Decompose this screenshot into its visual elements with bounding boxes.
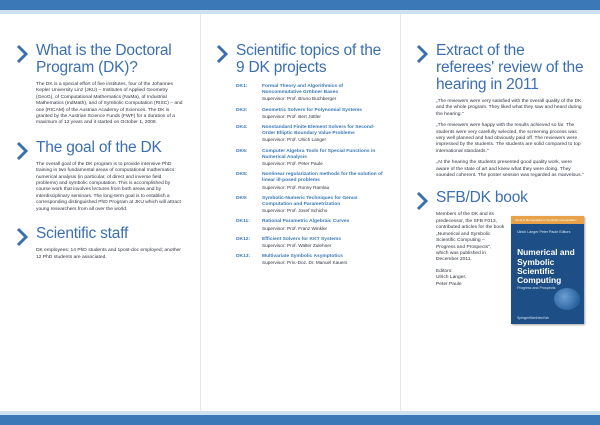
topic-title: Nonlinear regularization methods for the solution of linear ill-posed problems <box>262 172 383 184</box>
topic-code: DK9: <box>236 195 248 201</box>
topic-supervisor: Supervisor: Prof. Franz Winkler <box>262 225 328 231</box>
text-doctoral-program: The DK is a special effort of five institutes, four of the Johannes Kepler University Linz (JKU) – Institutes of Applied Geometry (GeoG), of Computational Mathematics (NuMa), of Industrial Mathematics (IndMath), and of Symbolic Computation (RISC) – and one (RICAM) of the Austrian Academy of Sciences. The DK is granted by the Austrian Science Funds (FWF) for a duration of a maximum of 12 years and it started on October 1, 2008. <box>36 82 183 126</box>
list-item <box>236 125 384 144</box>
fold-line <box>400 14 401 411</box>
cover-subtitle: Progress and Prospects <box>517 286 556 291</box>
bottom-color-band <box>0 415 600 425</box>
chevron-right-icon <box>416 191 428 211</box>
topic-code: DK1: <box>236 84 248 89</box>
heading-goal: The goal of the DK <box>36 138 162 156</box>
cover-artwork <box>554 288 580 310</box>
column-left <box>16 42 184 266</box>
chevron-right-icon <box>16 141 28 161</box>
topic-supervisor: Supervisor: Prof. Josef Schicho <box>262 208 328 214</box>
heading-book: SFB/DK book <box>436 189 528 207</box>
review-quote: „The reviewers were happy with the results achieved so far. The students were very carefully selected, the screening process was very well planned and had obviously paid off. The reviewers were impressed by the students. The students are solid compared to top international standards." <box>436 123 581 154</box>
text-goal: The overall goal of the DK program is to provide intensive PhD training in two fundamental areas of computational mathematics: numerical analysis (in particular, of direct and inverse field problems) and symbolic computation. This is accomplished by course work that involves lectures from both areas and by interdisciplinary seminars. The long-term goal is to establish a corresponding distinguished PhD Program at JKU which will attract young researchers from all over the world. <box>36 161 181 212</box>
topic-title: Rational Parametric Algebraic Curves <box>262 219 350 225</box>
topic-title: Nonstandard Finite Element Solvers for Second-Order Elliptic Boundary Value Problems <box>262 125 375 137</box>
book-row <box>436 212 584 324</box>
topic-code: DK6: <box>236 148 248 154</box>
cover-publisher: SpringerWienNewYork <box>517 316 550 321</box>
review-quote: „The reviewers were very satisfied with the overall quality of the DK and the whole program. They liked what they saw and heard during the hearing." <box>436 99 582 117</box>
topic-code: DK8: <box>236 172 248 178</box>
topic-supervisor: Supervisor: Prof. Ronny Ramlau <box>262 184 330 190</box>
topic-code: DK11: <box>236 219 250 225</box>
fold-line <box>200 14 201 411</box>
topic-supervisor: Supervisor: Prof. Ulrich Langer <box>262 137 327 143</box>
heading-topics: Scientific topics of the 9 DK projects <box>236 42 382 76</box>
book-editors-label: Editors: <box>436 268 453 274</box>
column-right <box>416 42 584 324</box>
topic-code: DK2: <box>236 107 248 113</box>
book-description: Members of the DK and its predecessor, the SFB F013, contributed articles for the book „Numerical and Symbolic Scientific Computing – Progress and Prospects", which was published in December 2011. <box>436 212 505 263</box>
topic-supervisor: Supervisor: Prof. Walter Zulehner <box>262 243 332 249</box>
topic-supervisor: Supervisor: Priv.-Doz. Dr. Manuel Kauers <box>262 260 348 266</box>
chevron-right-icon <box>216 44 228 64</box>
topic-supervisor: Supervisor: Prof. Peter Paule <box>262 161 323 167</box>
review-quote: „At the hearing the students presented good quality work, were aware of the state of art and knew what they were doing. They sounded coherent. The poster session was regarded as marvelous." <box>436 160 584 179</box>
heading-staff: Scientific staff <box>36 225 129 243</box>
cover-title: Numerical and Symbolic Scientific Computing <box>517 247 575 286</box>
book-text <box>436 212 505 324</box>
list-item <box>236 149 384 168</box>
section-goal <box>16 139 184 213</box>
topic-title: Efficient Solvers for KKT Systems <box>262 236 342 242</box>
topic-title: Geometric Solvers for Polynomial Systems <box>262 107 363 113</box>
chevron-right-icon <box>416 44 428 64</box>
list-item <box>236 172 384 191</box>
list-item <box>236 254 384 266</box>
heading-doctoral-program: What is the Doctoral Program (DK)? <box>36 42 172 76</box>
list-item <box>236 108 384 120</box>
heading-review: Extract of the referees' review of the hearing in 2011 <box>436 42 584 93</box>
topic-code: DK4: <box>236 125 248 131</box>
section-staff <box>16 225 184 261</box>
text-staff: DK employees: 14 PhD students and 1post-doc employed; another 12 PhD students are associated. <box>36 248 181 260</box>
book-editor: Peter Paule <box>436 281 462 287</box>
topic-supervisor: Supervisor: Prof. Bert Jüttler <box>262 113 321 119</box>
top-light-band <box>0 10 600 14</box>
list-item <box>236 196 384 215</box>
topic-title: Computer Algebra Tools for Special Functions in Numerical Analysis <box>262 148 376 160</box>
list-item <box>236 219 384 231</box>
list-item <box>236 237 384 249</box>
section-doctoral-program <box>16 42 184 127</box>
topic-title: Multivariate Symbolic Asymptotics <box>262 254 343 260</box>
topic-title: Symbolic-Numeric Techniques for Genus Computation and Parametrization <box>262 195 358 208</box>
topic-supervisor: Supervisor: Prof. Bruno Buchberger <box>262 96 337 102</box>
topic-code: DK13: <box>236 254 251 260</box>
section-book <box>416 189 584 324</box>
cover-editors: Ulrich Langer Peter Paule Editors <box>517 230 571 235</box>
chevron-right-icon <box>16 227 28 247</box>
section-topics <box>216 42 384 267</box>
section-review <box>416 42 584 179</box>
book-editor: Ulrich Langer, <box>436 275 467 281</box>
topics-list <box>236 84 384 267</box>
top-color-band <box>0 0 600 10</box>
book-cover-image <box>511 216 584 324</box>
cover-series: Texts & Monographs in Symbolic Computation <box>515 217 577 222</box>
chevron-right-icon <box>16 44 28 64</box>
topic-title: Formal Theory and Algorithmics of Noncommutative Gröbner Bases <box>262 84 344 96</box>
list-item <box>236 84 384 103</box>
topic-code: DK12: <box>236 236 251 242</box>
column-middle <box>216 42 384 272</box>
